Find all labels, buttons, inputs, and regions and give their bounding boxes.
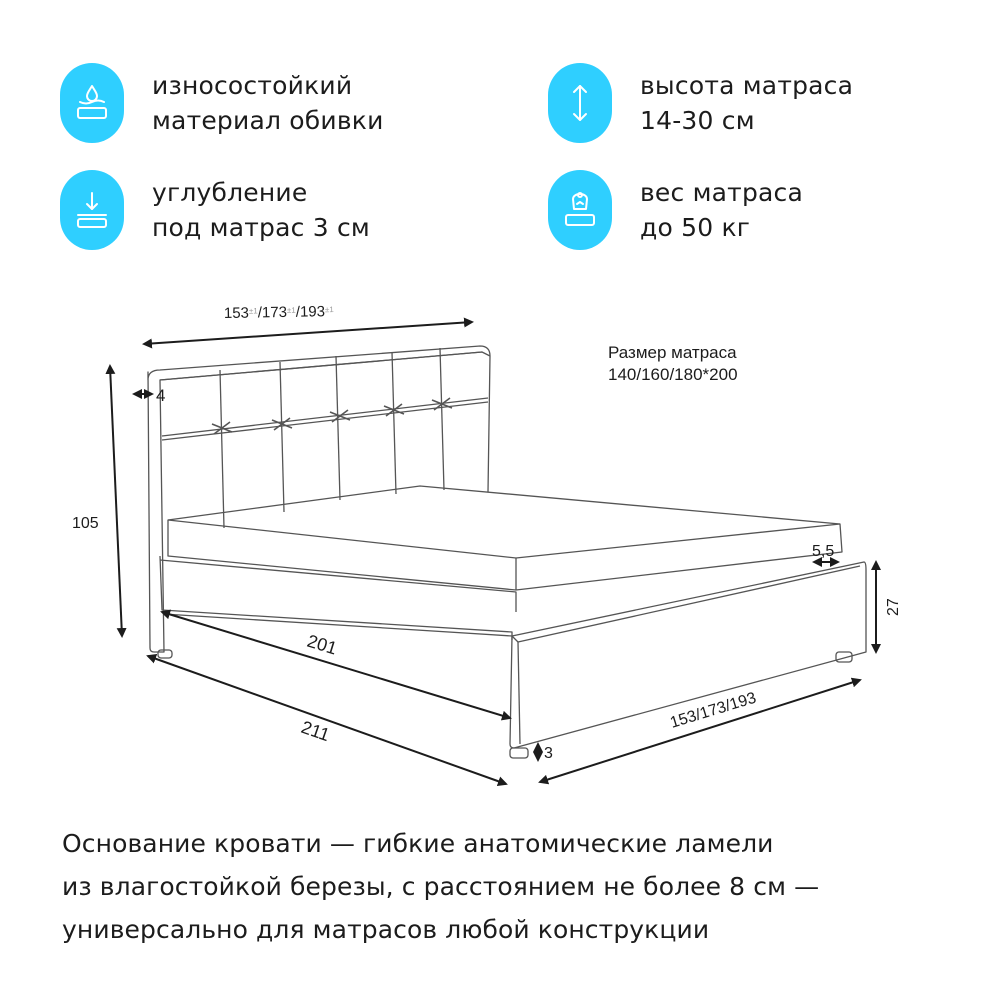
- inner-length-arrow: [162, 612, 510, 718]
- thickness-label: 4: [156, 386, 166, 405]
- feature-line: высота матраса: [640, 71, 854, 100]
- dimension-arrows: [110, 322, 876, 784]
- offset-label: 5,5: [812, 543, 835, 560]
- mattress-sizes-value: 140/160/180*200: [608, 365, 738, 384]
- height-arrow: [110, 366, 122, 636]
- description-line: Основание кровати — гибкие анатомические ламели: [62, 829, 774, 858]
- mattress-size-label: Размер матраса: [608, 343, 737, 362]
- feature-line: износостойкий: [152, 71, 353, 100]
- feature-line: материал обивки: [152, 106, 384, 135]
- headboard-width-label: $153^{\pm 1}/173^{\pm 1}/193^{\pm 1}$: [223, 303, 334, 322]
- headboard-width-arrow: [144, 322, 472, 344]
- feature-line: до 50 кг: [640, 213, 751, 242]
- height-label: 105: [72, 515, 99, 532]
- leg: [510, 748, 528, 758]
- feature-line: углубление: [152, 178, 308, 207]
- frame-width-arrow: [540, 680, 860, 782]
- outer-length-arrow: [148, 656, 506, 784]
- inner-length-label: 201: [304, 630, 340, 659]
- bed-outline: [148, 346, 866, 758]
- leg-height-label: 3: [544, 745, 553, 762]
- feature-line: 14-30 см: [640, 106, 755, 135]
- feature-line: под матрас 3 см: [152, 213, 370, 242]
- description-line: из влагостойкой березы, с расстоянием не более 8 см —: [62, 872, 820, 901]
- description: [62, 822, 962, 951]
- outer-length-label: 211: [298, 716, 333, 746]
- feature-line: вес матраса: [640, 178, 804, 207]
- leg: [158, 650, 172, 658]
- frame-width-label: 153/173/193: [668, 689, 759, 732]
- mattress: [168, 486, 842, 590]
- description-line: универсально для матрасов любой конструкции: [62, 915, 710, 944]
- frame-height-label: 27: [885, 598, 902, 616]
